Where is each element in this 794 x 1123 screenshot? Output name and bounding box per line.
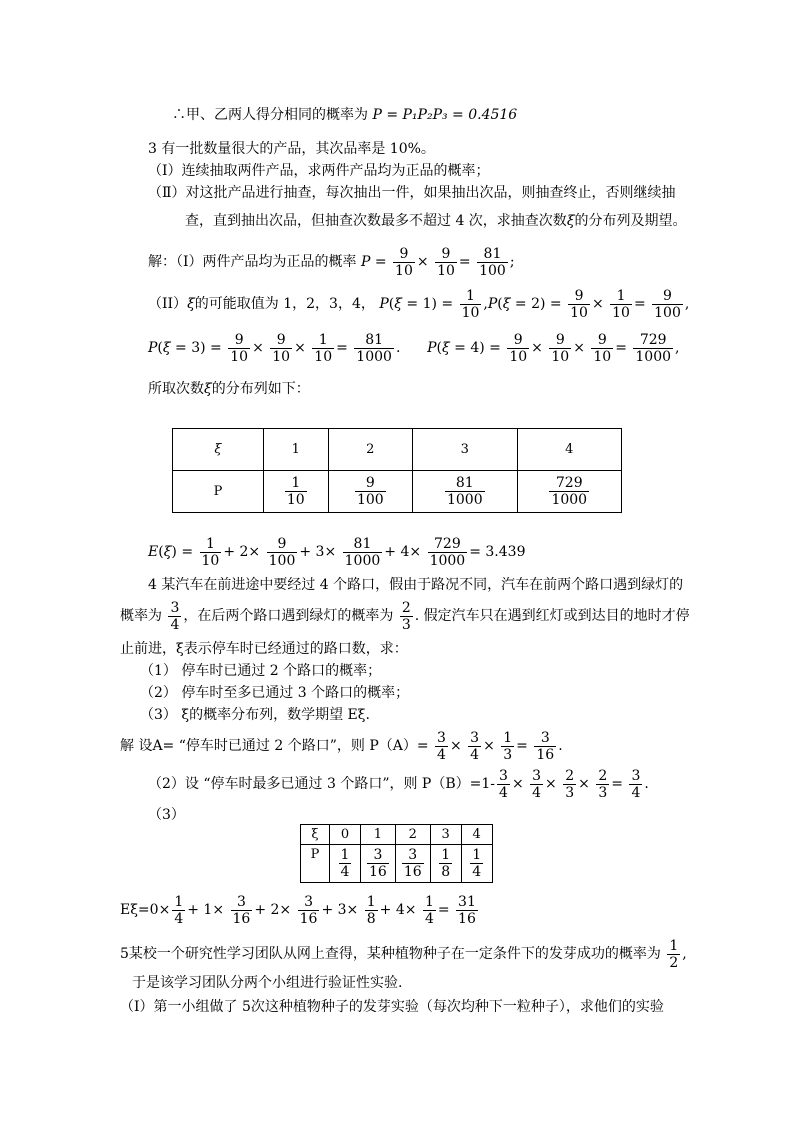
table-header: 2 (395, 825, 430, 845)
xi-symbol: ξ (566, 213, 575, 229)
q5-a: 5某校一个研究性学习团队从网上查得，某种植物种子在一定条件下的发芽成功的概率为 (120, 946, 661, 962)
dist-post: 的分布列如下： (211, 381, 310, 397)
table-header: 2 (328, 429, 413, 471)
table-header: 1 (264, 429, 329, 471)
expectation-1: E(ξ) = $\frac{1}{10}$ + 2× $\frac{9}{100}$ + 3× $\frac{81}{1000}$ + 4× $\frac{729}{1000}$ = 3.439 (148, 535, 526, 569)
q4-line2: 概率为 $\frac{3}{4}$ ，在后两个路口遇到绿灯的概率为 $\frac{2}{3}$ . 假定汽车只在遇到红灯或到达目的地时才停 (120, 599, 690, 633)
q4-line1: 4 某汽车在前进途中要经过 4 个路口，假由于路况不同，汽车在前两个路口遇到绿灯的 (148, 577, 684, 593)
expectation-4: Eξ=0× $\frac{1}{4}$ + 1× $\frac{3}{16}$ + 2× $\frac{3}{16}$ + 3× $\frac{1}{8}$ + 4× $\frac{1}{4}$ = $\frac{31}{16}$ (120, 893, 476, 927)
q5-line3: （Ⅰ）第一小组做了 5次这种植物种子的发芽实验（每次均种下一粒种子），求他们的实验 (120, 999, 664, 1015)
q5-line1: 5某校一个研究性学习团队从网上查得，某种植物种子在一定条件下的发芽成功的概率为 $\frac{1}{2}$ , (120, 937, 687, 971)
q4-solution-3: （3） (148, 807, 185, 823)
expectation-value: 3.439 (485, 544, 526, 560)
table-header: ξ (173, 429, 264, 471)
frac: $\frac{81}{100}$ (479, 245, 506, 279)
table-header: 3 (430, 825, 461, 845)
distribution-table-2: ξ 0 1 2 3 4 P $\frac{1}{4}$ $\frac{3}{16}$ $\frac{3}{16}$ $\frac{1}{8}$ $\frac{1}{4}$ (300, 824, 493, 883)
q4-line3: 止前进，ξ表示停车时已经通过的路口数，求： (120, 641, 408, 657)
q4-solution-1: 解 设A= “停车时已通过 2 个路口”，则 P（A）= $\frac{3}{4}$ × $\frac{3}{4}$ × $\frac{1}{3}$ = $\frac{3}{16}$ . (120, 729, 563, 763)
q2-conclusion (172, 106, 517, 124)
table-header: 4 (461, 825, 492, 845)
sol2-pre: （II） (148, 296, 188, 312)
table-header: ξ (301, 825, 330, 845)
dist-pre: 所取次数 (148, 381, 204, 397)
table-row-label: P (301, 845, 330, 883)
sol1-text: 解：（I）两件产品均为正品的概率 (148, 254, 357, 270)
q3-solution-ii: （II）ξ的可能取值为 1，2，3，4， P(ξ = 1) = $\frac{1}{10}$ ,P(ξ = 2) = $\frac{9}{10}$ × $\frac{1}{10}$ = $\frac{9}{100}$ , (148, 287, 690, 321)
frac: $\frac{9}{10}$ (437, 245, 455, 279)
s4-1-text: 解 设A= “停车时已通过 2 个路口”，则 P（A）= (120, 738, 429, 754)
table-header: 0 (330, 825, 361, 845)
q4-b1: 概率为 (120, 608, 162, 624)
q4-item-1: （1） 停车时已通过 2 个路口的概率； (140, 663, 382, 679)
q3-title: 3 有一批数量很大的产品，其次品率是 10%。 (148, 141, 435, 157)
q3-part-ii-text2: 的分布列及期望。 (574, 213, 687, 229)
q4-b2: ，在后两个路口遇到绿灯的概率为 (183, 608, 394, 624)
q3-solution-i: 解：（I）两件产品均为正品的概率 P = $\frac{9}{10}$ × $\frac{9}{10}$ = $\frac{81}{100}$ ; (148, 245, 515, 279)
q2-conclusion-text: ∴甲、乙两人得分相同的概率为 (172, 107, 368, 123)
q4-item-3: （3） ξ的概率分布列，数学期望 Eξ. (140, 707, 370, 723)
distribution-table-1: ξ 1 2 3 4 P $\frac{1}{10}$ $\frac{9}{100}$ $\frac{81}{1000}$ $\frac{729}{1000}$ (172, 428, 622, 513)
frac: $\frac{9}{10}$ (395, 245, 413, 279)
table-header: 1 (361, 825, 396, 845)
q4-b3: . 假定汽车只在遇到红灯或到达目的地时才停 (414, 608, 690, 624)
q4-item-2: （2） 停车时至多已通过 3 个路口的概率； (140, 685, 410, 701)
q3-part-ii-line2 (185, 212, 687, 230)
dist-intro: 所取次数ξ的分布列如下： (148, 381, 310, 397)
q3-solution-ii-b: P(ξ = 3) = $\frac{9}{10}$ × $\frac{9}{10}$ × $\frac{1}{10}$ = $\frac{81}{1000}$ . P(ξ = 4) = $\frac{9}{10}$ × $\frac{9}{10}$ × $\frac{9}{10}$ = $\frac{729}{1000}$ , (148, 331, 680, 365)
q3-part-ii-line1: （Ⅱ）对这批产品进行抽查，每次抽出一件，如果抽出次品，则抽查终止，否则继续抽 (148, 185, 676, 201)
table-header: 3 (413, 429, 517, 471)
q3-part-i: （Ⅰ）连续抽取两件产品，求两件产品均为正品的概率； (148, 163, 490, 179)
table-header: 4 (517, 429, 621, 471)
e4-pre: Eξ=0× (120, 902, 171, 918)
s4-2-text: （2）设 “停车时最多已通过 3 个路口”，则 P（B）=1- (148, 776, 496, 792)
q5-line2: 于是该学习团队分两个小组进行验证性实验. (132, 975, 403, 991)
sol2-mid: 的可能取值为 1，2，3，4， (194, 296, 375, 312)
q2-conclusion-eq: P = P₁P₂P₃ = 0.4516 (372, 107, 518, 123)
table-row-label: P (173, 471, 264, 513)
q3-part-ii-text: 查，直到抽出次品，但抽查次数最多不超过 4 次，求抽查次数 (185, 213, 567, 229)
q4-solution-2: （2）设 “停车时最多已通过 3 个路口”，则 P（B）=1- $\frac{3}{4}$ × $\frac{3}{4}$ × $\frac{2}{3}$ × $\frac{2}{3}$ = $\frac{3}{4}$ . (148, 767, 649, 801)
